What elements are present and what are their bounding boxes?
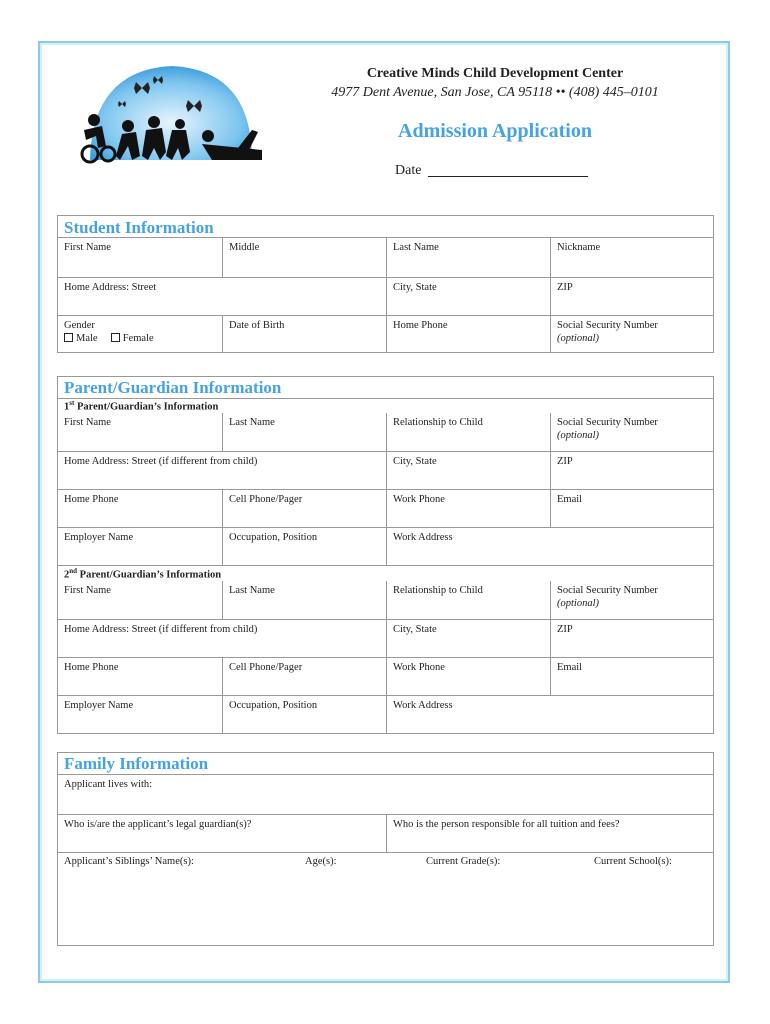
- parent2-home-phone-field[interactable]: [58, 658, 222, 695]
- section-title-family: Family Information: [64, 754, 209, 773]
- field-label: Home Phone: [64, 494, 119, 505]
- student-name-row: [58, 237, 713, 277]
- ordinal-suffix: nd: [69, 567, 78, 575]
- parent2-employer-field[interactable]: [58, 696, 222, 733]
- field-label: Social Security Number: [557, 585, 658, 596]
- parent2-phone-row: [58, 657, 713, 695]
- parent2-zip-field[interactable]: [550, 620, 713, 657]
- field-label: City, State: [393, 456, 437, 467]
- field-label: Last Name: [393, 242, 439, 253]
- organization-name: Creative Minds Child Development Center: [366, 66, 624, 81]
- female-checkbox[interactable]: [111, 333, 120, 342]
- parent-divider: [58, 565, 713, 566]
- date-label: Date: [395, 163, 422, 178]
- grades-label: Current Grade(s):: [426, 856, 501, 867]
- parent2-name-row: [58, 581, 713, 619]
- field-label: Home Address: Street (if different from child): [64, 456, 258, 467]
- parent2-address-field[interactable]: [58, 620, 386, 657]
- heading-text: Parent/Guardian’s Information: [74, 401, 219, 413]
- field-label: Work Address: [393, 700, 453, 711]
- student-middle-name-field[interactable]: [222, 238, 386, 277]
- field-label: Home Address: Street (if different from child): [64, 624, 258, 635]
- field-label: Date of Birth: [229, 320, 285, 331]
- siblings-label: Applicant’s Siblings’ Name(s):: [64, 856, 194, 867]
- parent1-work-address-field[interactable]: [386, 528, 713, 565]
- organization-address: 4977 Dent Avenue, San Jose, CA 95118 •• (408) 445–0101: [331, 85, 659, 100]
- parent1-first-name-field[interactable]: [58, 413, 222, 451]
- field-label: Work Phone: [393, 662, 445, 673]
- student-nickname-field[interactable]: [550, 238, 713, 277]
- parent1-occupation-field[interactable]: [222, 528, 386, 565]
- student-first-name-field[interactable]: [58, 238, 222, 277]
- student-ssn-field[interactable]: [550, 316, 713, 352]
- parent1-employer-row: [58, 527, 713, 565]
- student-details-row: [58, 315, 713, 352]
- optional-note: (optional): [557, 333, 599, 344]
- student-home-phone-field[interactable]: [386, 316, 550, 352]
- field-label: Occupation, Position: [229, 700, 318, 711]
- field-label: First Name: [64, 242, 111, 253]
- parent2-relationship-field[interactable]: [386, 581, 550, 619]
- first-parent-heading: [64, 399, 218, 413]
- parent1-ssn-field[interactable]: [550, 413, 713, 451]
- field-label: Cell Phone/Pager: [229, 662, 303, 673]
- ordinal-suffix: st: [69, 399, 75, 407]
- ordinal-number: 2: [64, 569, 70, 581]
- ordinal-number: 1: [64, 401, 70, 413]
- parent2-work-phone-field[interactable]: [386, 658, 550, 695]
- section-title-parent: Parent/Guardian Information: [64, 378, 282, 397]
- field-label: Cell Phone/Pager: [229, 494, 303, 505]
- tuition-responsible-field[interactable]: [386, 815, 713, 852]
- optional-note: (optional): [557, 430, 599, 441]
- schools-label: Current School(s):: [594, 856, 672, 867]
- field-label: Work Address: [393, 532, 453, 543]
- parent2-employer-row: [58, 695, 713, 733]
- field-label: Who is/are the applicant’s legal guardian(s)?: [64, 819, 252, 830]
- field-label: Last Name: [229, 585, 275, 596]
- student-zip-field[interactable]: [550, 278, 713, 315]
- parent2-city-state-field[interactable]: [386, 620, 550, 657]
- student-information-section: [57, 215, 714, 353]
- parent1-relationship-field[interactable]: [386, 413, 550, 451]
- student-city-state-field[interactable]: [386, 278, 550, 315]
- guardian-row: [58, 814, 713, 852]
- field-label: Who is the person responsible for all tuition and fees?: [393, 819, 620, 830]
- parent1-zip-field[interactable]: [550, 452, 713, 489]
- parent2-ssn-field[interactable]: [550, 581, 713, 619]
- field-label: Work Phone: [393, 494, 445, 505]
- student-dob-field[interactable]: [222, 316, 386, 352]
- parent1-address-field[interactable]: [58, 452, 386, 489]
- student-gender-field: [58, 316, 222, 352]
- field-label: Applicant lives with:: [64, 779, 153, 790]
- field-label: Home Address: Street: [64, 282, 157, 293]
- student-last-name-field[interactable]: [386, 238, 550, 277]
- parent1-phone-row: [58, 489, 713, 527]
- field-label: Email: [557, 494, 583, 505]
- parent1-city-state-field[interactable]: [386, 452, 550, 489]
- field-label: Relationship to Child: [393, 585, 483, 596]
- student-address-field[interactable]: [58, 278, 386, 315]
- parent1-address-row: [58, 451, 713, 489]
- parent1-employer-field[interactable]: [58, 528, 222, 565]
- field-label: Employer Name: [64, 532, 134, 543]
- male-checkbox[interactable]: [64, 333, 73, 342]
- field-label: Social Security Number: [557, 417, 658, 428]
- second-parent-heading: [64, 567, 221, 581]
- date-field[interactable]: [428, 176, 588, 177]
- parent2-work-address-field[interactable]: [386, 696, 713, 733]
- legal-guardian-field[interactable]: [58, 815, 386, 852]
- field-label: First Name: [64, 417, 111, 428]
- section-title-student: Student Information: [64, 218, 214, 237]
- lives-with-row: [58, 774, 713, 814]
- parent1-email-field[interactable]: [550, 490, 713, 527]
- parent1-last-name-field[interactable]: [222, 413, 386, 451]
- field-label: Gender: [64, 320, 95, 331]
- female-label: Female: [122, 333, 154, 344]
- field-label: ZIP: [557, 282, 573, 293]
- siblings-row[interactable]: [58, 852, 713, 945]
- field-label: ZIP: [557, 624, 573, 635]
- field-label: Last Name: [229, 417, 275, 428]
- parent2-occupation-field[interactable]: [222, 696, 386, 733]
- ages-label: Age(s):: [305, 856, 337, 867]
- page-title: Admission Application: [398, 120, 592, 142]
- parent2-email-field[interactable]: [550, 658, 713, 695]
- field-label: First Name: [64, 585, 111, 596]
- field-label: ZIP: [557, 456, 573, 467]
- field-label: Home Phone: [393, 320, 448, 331]
- field-label: City, State: [393, 282, 437, 293]
- parent1-name-row: [58, 413, 713, 451]
- parent2-first-name-field[interactable]: [58, 581, 222, 619]
- field-label: Home Phone: [64, 662, 119, 673]
- male-label: Male: [76, 333, 98, 344]
- parent2-cell-phone-field[interactable]: [222, 658, 386, 695]
- parent1-home-phone-field[interactable]: [58, 490, 222, 527]
- children-playing-logo-icon: [62, 60, 266, 172]
- family-information-section: [57, 752, 714, 946]
- parent1-cell-phone-field[interactable]: [222, 490, 386, 527]
- field-label: Occupation, Position: [229, 532, 318, 543]
- heading-text: Parent/Guardian’s Information: [77, 569, 222, 581]
- student-address-row: [58, 277, 713, 315]
- parent1-work-phone-field[interactable]: [386, 490, 550, 527]
- field-label: Social Security Number: [557, 320, 658, 331]
- field-label: Email: [557, 662, 583, 673]
- parent-guardian-section: [57, 376, 714, 734]
- field-label: Nickname: [557, 242, 601, 253]
- field-label: Middle: [229, 242, 260, 253]
- optional-note: (optional): [557, 598, 599, 609]
- field-label: Relationship to Child: [393, 417, 483, 428]
- parent2-last-name-field[interactable]: [222, 581, 386, 619]
- parent2-address-row: [58, 619, 713, 657]
- lives-with-field[interactable]: [58, 775, 713, 814]
- field-label: Employer Name: [64, 700, 134, 711]
- field-label: City, State: [393, 624, 437, 635]
